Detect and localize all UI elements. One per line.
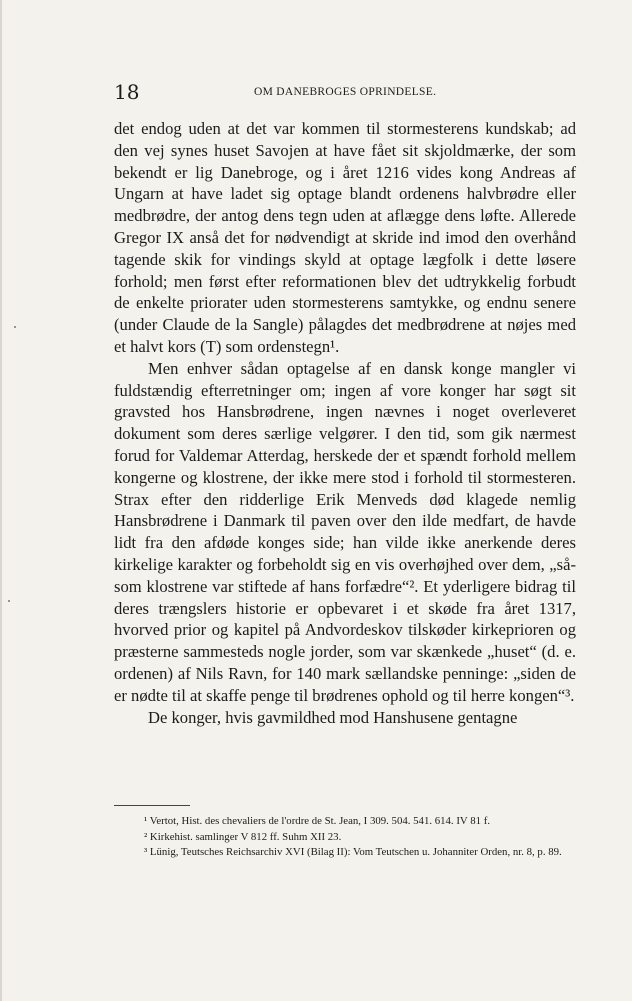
- footnote-divider: [114, 805, 190, 806]
- page-edge: [0, 0, 2, 1001]
- paragraph-1: det endog uden at det var kommen til stormesterens kundskab; ad den vej synes huset Savojen at have fået sit skjoldmærke, der som bekendt er lig Danebroge, og i året 1216 vides kong Andreas af Ungarn at have ladet sig optage blandt ordenens halvbrødre eller medbrødre, der antog dens tegn uden at aflægge dens løfte. Allerede Gregor IX anså det for nødvendigt at skride ind imod den overhånd tagende skik for vindings skyld at optage lægfolk i dette løsere forhold; men først efter reformationen blev det udtrykkelig forbudt de enkelte priorater uden stormesterens samtykke, og endnu senere (under Claude de la Sangle) pålagdes det medbrødrene at nøjes med et halvt kors (T) som ordenstegn¹.: [114, 119, 576, 356]
- page-header: [114, 80, 576, 104]
- running-title: OM DANEBROGES OPRINDELSE.: [254, 86, 437, 98]
- page-number: 18: [114, 80, 140, 104]
- footnote-2: ² Kirkehist. samlinger V 812 ff. Suhm XII 23.: [144, 830, 342, 843]
- footnotes: [114, 814, 576, 861]
- main-text: [114, 118, 576, 728]
- paper-speck: [14, 326, 16, 328]
- paper-speck: [8, 600, 10, 602]
- paragraph-3: De konger, hvis gavmildhed mod Hanshusene gentagne: [148, 707, 518, 727]
- paragraph-2: Men enhver sådan optagelse af en dansk konge mangler vi fuldstændig efterretninger om; ingen af vore konger har søgt sit gravsted hos Hansbrødrene, ingen nævnes i noget overleveret dokument som deres særlige velgører. I den tid, som gik nærmest forud for Valdemar Atterdag, herskede der et spændt forhold mellem kongerne og klostrene, der ikke mere stod i forhold til stormesteren. Strax efter den ridderlige Erik Menveds død klagede nemlig Hansbrødrene i Danmark til paven over den ilde medfart, de havde lidt fra den afdøde konges side; han vilde ikke anerkende deres kirkelige karakter og forbeholdt sig en vis overhøjhed over dem, „såsom klostrene var stiftede af hans forfædre“². Et yderligere bidrag til deres trængslers historie er opbevaret i et skøde fra året 1317, hvorved prior og kapitel på Andvordeskov tilskøder kirkeprioren og præsterne sammesteds nogle jorder, som var skænkede „huset“ (d. e. ordenen) af Nils Ravn, for 140 mark sællandske penninge: „siden de er nødte til at skaffe penge til brødrenes ophold og til herre kongen“³.: [114, 358, 576, 705]
- footnote-1: ¹ Vertot, Hist. des chevaliers de l'ordre de St. Jean, I 309. 504. 541. 614. IV 81 f.: [144, 815, 491, 827]
- footnote-3: ³ Lünig, Teutsches Reichsarchiv XVI (Bilag II): Vom Teutschen u. Johanniter Orden, nr. 8, p. 89.: [144, 846, 562, 859]
